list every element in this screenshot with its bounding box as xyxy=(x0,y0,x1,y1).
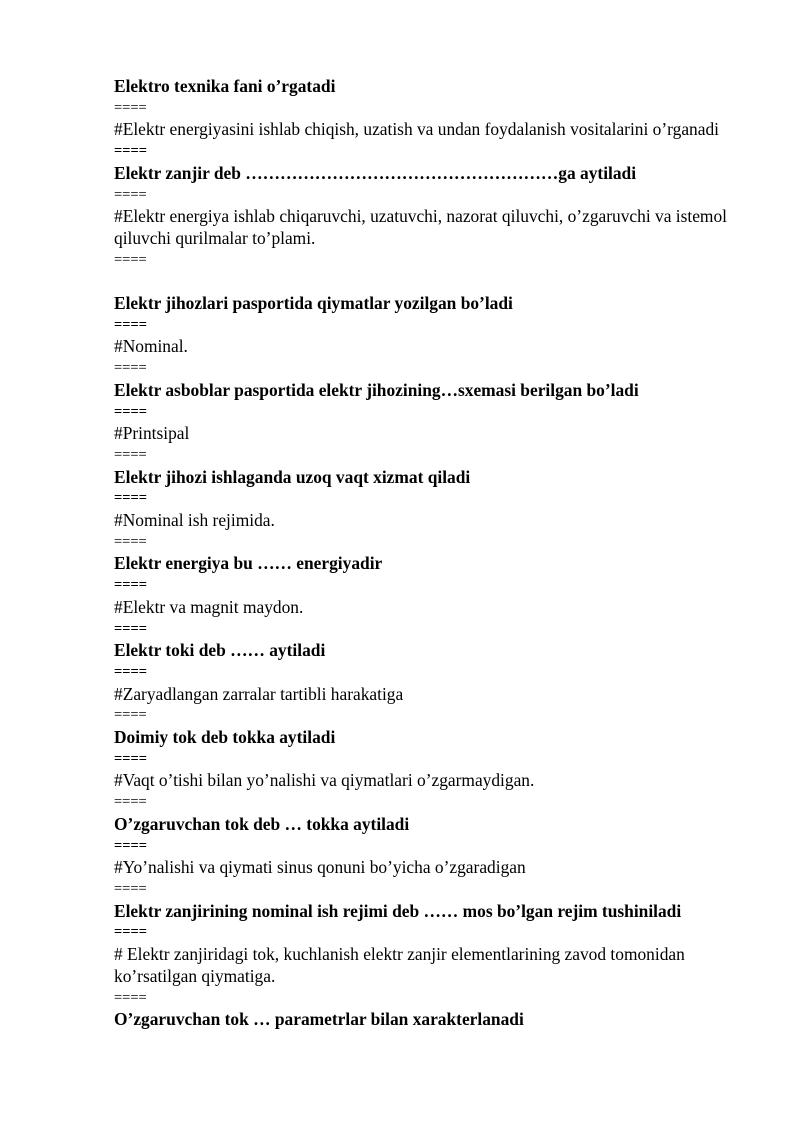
answer-line: #Vaqt o’tishi bilan yo’nalishi va qiymatlari o’zgarmaydigan. xyxy=(114,770,535,791)
document-page xyxy=(114,76,744,1031)
question-line: Elektr zanjir deb ………………………………………………ga aytiladi xyxy=(114,162,637,183)
blank-line xyxy=(114,271,744,293)
separator-line: ==== xyxy=(114,577,148,594)
separator-line: ==== xyxy=(114,143,148,160)
question-line: Doimiy tok deb tokka aytiladi xyxy=(114,727,336,748)
answer-line: #Elektr va magnit maydon. xyxy=(114,596,304,617)
answer-line: #Yo’nalishi va qiymati sinus qonuni bo’yicha o’zgaradigan xyxy=(114,857,526,878)
separator-line: ==== xyxy=(114,490,148,507)
separator-line: ==== xyxy=(114,446,147,463)
separator-line: ==== xyxy=(114,663,148,680)
question-line: Elektr jihozi ishlaganda uzoq vaqt xizmat qiladi xyxy=(114,466,471,487)
separator-line: ==== xyxy=(114,881,147,897)
question-line: Elektr toki deb …… aytiladi xyxy=(114,640,326,661)
question-line: Elektro texnika fani o’rgatadi xyxy=(114,76,336,96)
answer-line: #Elektr energiya ishlab chiqaruvchi, uzatuvchi, nazorat qiluvchi, o’zgaruvchi va istemol qiluvchi qurilmalar to’plami. xyxy=(114,206,727,248)
answer-line: #Nominal ish rejimida. xyxy=(114,510,275,531)
question-line: Elektr asboblar pasportida elektr jihozining…sxemasi berilgan bo’ladi xyxy=(114,379,639,400)
question-line: Elektr energiya bu …… energiyadir xyxy=(114,553,383,574)
answer-line: # Elektr zanjiridagi tok, kuchlanish elektr zanjir elementlarining zavod tomonidan ko’rsatilgan qiymatiga. xyxy=(114,944,685,986)
separator-line: ==== xyxy=(114,316,148,333)
separator-line: ==== xyxy=(114,989,147,1006)
question-line: O’zgaruvchan tok deb … tokka aytiladi xyxy=(114,813,410,834)
separator-line: ==== xyxy=(114,837,148,854)
answer-line: #Printsipal xyxy=(114,423,190,444)
question-line: Elektr zanjirining nominal ish rejimi deb …… mos bo’lgan rejim tushiniladi xyxy=(114,900,682,921)
answer-line: #Nominal. xyxy=(114,336,188,357)
answer-line: #Elektr energiyasini ishlab chiqish, uzatish va undan foydalanish vositalarini o’rganadi xyxy=(114,119,719,140)
question-line: Elektr jihozlari pasportida qiymatlar yozilgan bo’ladi xyxy=(114,293,513,314)
separator-line: ==== xyxy=(114,251,147,268)
separator-line: ==== xyxy=(114,186,147,203)
question-line: O’zgaruvchan tok … parametrlar bilan xarakterlanadi xyxy=(114,1009,524,1030)
separator-line: ==== xyxy=(114,707,147,724)
separator-line: ==== xyxy=(114,620,148,637)
answer-line: #Zaryadlangan zarralar tartibli harakatiga xyxy=(114,683,404,704)
separator-line: ==== xyxy=(114,750,148,767)
separator-line: ==== xyxy=(114,533,147,550)
separator-line: ==== xyxy=(114,99,147,116)
separator-line: ==== xyxy=(114,794,147,811)
separator-line: ==== xyxy=(114,924,148,941)
separator-line: ==== xyxy=(114,403,148,420)
separator-line: ==== xyxy=(114,360,147,377)
